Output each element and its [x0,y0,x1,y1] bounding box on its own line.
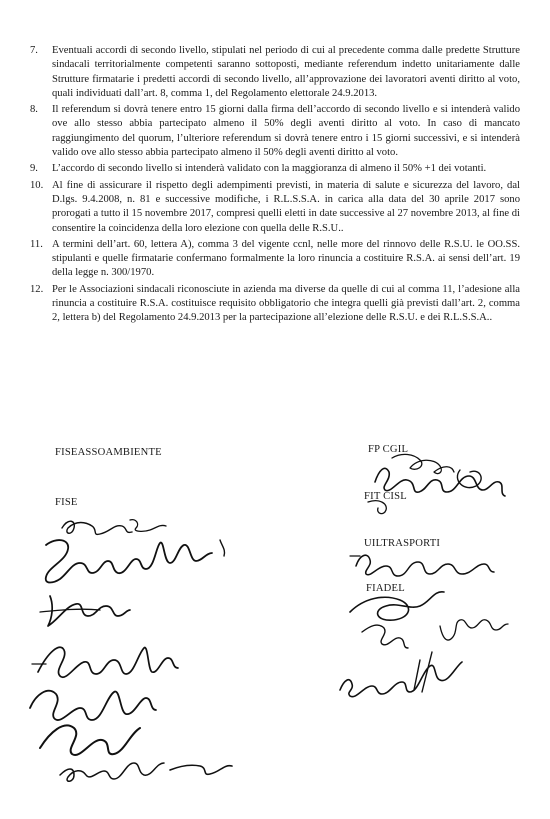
clause-text: Il referendum si dovrà tenere entro 15 giorni dalla firma dell’accordo di secondo livello e si intenderà valido ove allo stesso abbia partecipato almeno il 50% degli aventi diritto al voto. In caso di mancato raggiungimento del quorum, l’ulteriore referendum si dovrà tenere entro i 15 giorni successivi, e si intenderà valido ove allo stesso abbia partecipato almeno il 50% degli aventi diritto al voto. [52,104,520,159]
signatory-fp-cgil: FP CGIL [368,444,409,455]
handwritten-signature [368,501,386,514]
signatory-fit-cisl: FIT CISL [364,491,407,502]
clause-text: A termini dell’art. 60, lettera A), comma 3 del vigente ccnl, nelle more del rinnovo delle R.S.U. le OO.SS. stipulanti e quelle firmatarie confermano formalmente la loro rinuncia a costituire R.S.A. ai sensi dell’art. 19 della legge n. 300/1970. [52,238,520,279]
clause-12 [30,283,520,326]
clause-number: 8. [30,104,38,116]
handwritten-signature [46,540,225,583]
signatory-fiadel: FIADEL [366,583,405,594]
clause-8 [30,103,520,160]
clause-text: L’accordo di secondo livello si intenderà validato con la maggioranza di almeno il 50% +1 dei votanti. [52,163,487,175]
clause-text: Al fine di assicurare il rispetto degli adempimenti previsti, in materia di salute e sicurezza del lavoro, dal D.lgs. 9.4.2008, n. 81 e successive modifiche, i R.L.S.S.A. in carica alla data del 30 aprile 2017 sono prorogati a tutto il 15 novembre 2017, compresi quelli eletti in date successive al 27 novembre 2013, al fine di consentire la coincidenza della loro elezione con quella delle R.S.U.. [52,179,520,234]
signatory-fiseassoambiente: FISEASSOAMBIENTE [55,447,162,458]
clause-11 [30,238,520,281]
handwritten-signature [40,596,130,626]
clause-9 [30,162,520,176]
handwritten-signature [30,691,232,781]
signatory-fise: FISE [55,497,78,508]
clause-number: 12. [30,283,44,295]
clause-number: 7. [30,45,38,56]
clause-number: 11. [30,238,43,250]
clause-number: 10. [30,179,44,191]
clause-text: Per le Associazioni sindacali riconosciute in azienda ma diverse da quelle di cui al comma 11, l’adesione alla rinuncia a costituire R.S.A. costituisce requisito obbligatorio che integra quelli già previsti dall’art. 2, comma 2, lettera b) del Regolamento 24.9.2013 per la partecipazione all’elezione delle R.S.U. e dei R.L.S.S.A.. [52,283,520,324]
handwritten-signature [340,592,508,697]
clause-text: Eventuali accordi di secondo livello, stipulati nel periodo di cui al precedente comma dalle predette Strutture sindacali territorialmente competenti saranno sottoposti, mediante referendum indetto unitariamente dalle Strutture firmatarie i predetti accordi di secondo livello, all’approvazione dei lavoratori aventi diritto al voto, quali individuati dall’art. 8, comma 1, del Regolamento elettorale 24.9.2013. [52,45,520,99]
handwritten-signature [350,555,494,576]
clause-list [30,44,520,328]
handwritten-signature [62,520,166,535]
signatory-uiltrasporti: UILTRASPORTI [364,538,441,549]
clause-number: 9. [30,163,38,175]
handwritten-signature [375,454,505,496]
clause-7 [30,44,520,101]
clause-10 [30,179,520,236]
handwritten-signature [32,647,178,677]
